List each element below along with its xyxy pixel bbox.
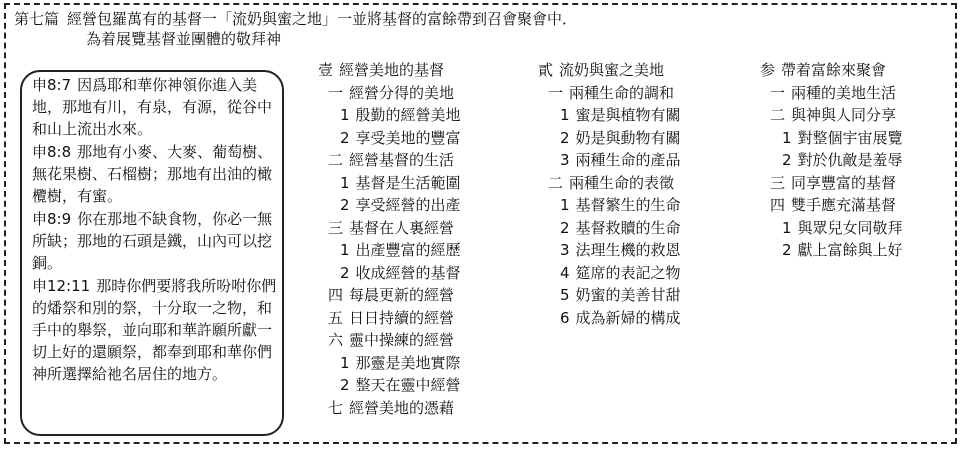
outline-item <box>318 397 461 420</box>
outline-item <box>760 217 903 240</box>
outline-number: 1 <box>560 106 570 124</box>
outline-number: 1 <box>560 196 570 214</box>
outline-item <box>760 239 903 262</box>
outline-number: 2 <box>782 151 792 169</box>
outline-text: 蜜是與植物有關 <box>575 106 681 124</box>
outline-number: 二 <box>548 173 564 192</box>
outline-item <box>538 127 681 150</box>
outline-item <box>318 172 461 195</box>
outline-text: 經營基督的生活 <box>349 151 455 169</box>
outline-text: 那靈是美地實際 <box>355 353 461 372</box>
verse-ref: 申12:11 <box>32 277 91 295</box>
outline-item <box>760 59 903 82</box>
outline-item <box>318 352 461 375</box>
verse-item <box>32 275 278 385</box>
outline-item <box>538 172 681 195</box>
outline-column-1 <box>318 59 461 419</box>
outline-text: 奶是與動物有關 <box>575 128 681 147</box>
outline-number: 一 <box>548 83 564 102</box>
outline-text: 基督在人裏經營 <box>349 218 455 237</box>
outline-item <box>760 194 903 217</box>
outline-number: 壹 <box>318 61 334 79</box>
outline-number: 一 <box>328 83 344 102</box>
verse-text: 那地有小麥、大麥、葡萄樹、無花果樹、石榴樹；那地有出油的橄欖樹，有蜜。 <box>32 143 273 205</box>
outline-number: 2 <box>340 196 350 214</box>
scripture-box <box>20 70 284 436</box>
outline-number: 五 <box>328 308 344 327</box>
outline-item <box>318 307 461 330</box>
outline-item <box>318 104 461 127</box>
verse-text: 你在那地不缺食物，你必一無所缺；那地的石頭是鐵，山內可以挖銅。 <box>32 210 273 272</box>
outline-text: 對整個宇宙展覽 <box>797 128 903 147</box>
outline-number: 3 <box>560 151 570 169</box>
outline-item <box>760 104 903 127</box>
outline-number: 三 <box>770 173 786 192</box>
outline-text: 成為新婦的構成 <box>575 308 681 327</box>
outline-column-3 <box>760 59 903 262</box>
outline-number: 二 <box>770 106 786 124</box>
outline-item <box>760 172 903 195</box>
outline-text: 兩種生命的產品 <box>575 151 681 169</box>
outline-item <box>318 82 461 105</box>
outline-item <box>538 239 681 262</box>
outline-item <box>538 82 681 105</box>
outline-item <box>318 127 461 150</box>
outline-number: 四 <box>328 286 344 304</box>
verse-text: 那時你們要將我所吩咐你們的燔祭和別的祭，十分取一之物，和手中的舉祭，並向耶和華許願所獻一切上好的還願祭，都奉到耶和華你們神所選擇給祂名居住的地方。 <box>32 277 277 383</box>
outline-item <box>318 149 461 172</box>
outline-text: 奶蜜的美善甘甜 <box>575 286 681 304</box>
outline-number: 貳 <box>538 61 554 79</box>
outline-text: 收成經營的基督 <box>355 263 461 282</box>
outline-item <box>538 149 681 172</box>
outline-item <box>538 59 681 82</box>
title-text: 經營包羅萬有的基督一「流奶與蜜之地」一並將基督的富餘帶到召會聚會中． <box>67 10 578 28</box>
outline-number: 1 <box>340 353 350 372</box>
outline-item <box>760 127 903 150</box>
outline-text: 獻上富餘與上好 <box>797 241 903 259</box>
outline-text: 筵席的表記之物 <box>575 263 681 282</box>
outline-text: 對於仇敵是羞辱 <box>797 151 903 169</box>
outline-number: 3 <box>560 241 570 259</box>
title-line-1 <box>14 9 585 29</box>
outline-text: 出產豐富的經歷 <box>355 241 461 259</box>
outline-item <box>318 59 461 82</box>
outline-number: 2 <box>340 376 350 394</box>
outline-text: 經營美地的基督 <box>339 61 445 79</box>
outline-item <box>318 217 461 240</box>
outline-number: 1 <box>782 218 792 237</box>
outline-number: 一 <box>770 83 786 102</box>
outline-number: 二 <box>328 151 344 169</box>
outline-item <box>760 82 903 105</box>
outline-number: 三 <box>328 218 344 237</box>
outline-text: 與神與人同分享 <box>791 106 897 124</box>
outline-text: 基督救贖的生命 <box>575 218 681 237</box>
outline-number: 4 <box>560 263 570 282</box>
outline-item <box>538 284 681 307</box>
outline-column-2 <box>538 59 681 329</box>
outline-number: 6 <box>560 308 570 327</box>
outline-text: 兩種生命的調和 <box>569 83 675 102</box>
outline-text: 每晨更新的經營 <box>349 286 455 304</box>
outline-number: 1 <box>782 128 792 147</box>
outline-text: 經營分得的美地 <box>349 83 455 102</box>
verse-ref: 申8:7 <box>32 76 72 94</box>
outline-text: 同享豐富的基督 <box>791 173 897 192</box>
outline-text: 兩種生命的表徵 <box>569 173 675 192</box>
verse-item <box>32 74 278 140</box>
verse-item <box>32 141 278 207</box>
outline-text: 享受經營的出產 <box>355 196 461 214</box>
outline-number: 2 <box>560 128 570 147</box>
verse-ref: 申8:8 <box>32 143 72 161</box>
outline-number: 2 <box>560 218 570 237</box>
outline-number: 六 <box>328 331 344 349</box>
outline-text: 經營美地的憑藉 <box>349 398 455 417</box>
outline-item <box>318 374 461 397</box>
verse-text: 因爲耶和華你神領你進入美地，那地有川，有泉，有源，從谷中和山上流出水來。 <box>32 76 273 138</box>
outline-text: 流奶與蜜之美地 <box>559 61 665 79</box>
outline-item <box>318 262 461 285</box>
outline-number: 1 <box>340 173 350 192</box>
outline-text: 整天在靈中經營 <box>355 376 461 394</box>
outline-item <box>538 217 681 240</box>
outline-text: 殷勤的經營美地 <box>355 106 461 124</box>
outline-number: 2 <box>340 263 350 282</box>
outline-text: 兩種的美地生活 <box>791 83 897 102</box>
outline-text: 基督繁生的生命 <box>575 196 681 214</box>
outline-number: 2 <box>340 128 350 147</box>
outline-text: 與眾兒女同敬拜 <box>797 218 903 237</box>
outline-item <box>538 194 681 217</box>
outline-item <box>538 307 681 330</box>
outline-text: 靈中操練的經營 <box>349 331 455 349</box>
outline-text: 基督是生活範圍 <box>355 173 461 192</box>
outline-item <box>318 329 461 352</box>
verse-item <box>32 208 278 274</box>
outline-item <box>318 284 461 307</box>
chapter-label: 第七篇 <box>14 10 60 28</box>
outline-text: 日日持續的經營 <box>349 308 455 327</box>
outline-item <box>538 104 681 127</box>
outline-item <box>760 149 903 172</box>
outline-item <box>538 262 681 285</box>
outline-text: 享受美地的豐富 <box>355 128 461 147</box>
page-title <box>14 9 585 49</box>
outline-number: 5 <box>560 286 570 304</box>
outline-number: 1 <box>340 106 350 124</box>
outline-number: 2 <box>782 241 792 259</box>
outline-text: 雙手應充滿基督 <box>791 196 897 214</box>
outline-text: 法理生機的救恩 <box>575 241 681 259</box>
outline-item <box>318 239 461 262</box>
outline-number: 1 <box>340 241 350 259</box>
outline-number: 四 <box>770 196 786 214</box>
outline-text: 帶着富餘來聚會 <box>781 61 887 79</box>
outline-number: 参 <box>760 61 776 79</box>
outline-number: 七 <box>328 398 344 417</box>
title-line-2: 為着展覽基督並團體的敬拜神 <box>86 30 282 48</box>
outline-item <box>318 194 461 217</box>
verse-ref: 申8:9 <box>32 210 72 228</box>
